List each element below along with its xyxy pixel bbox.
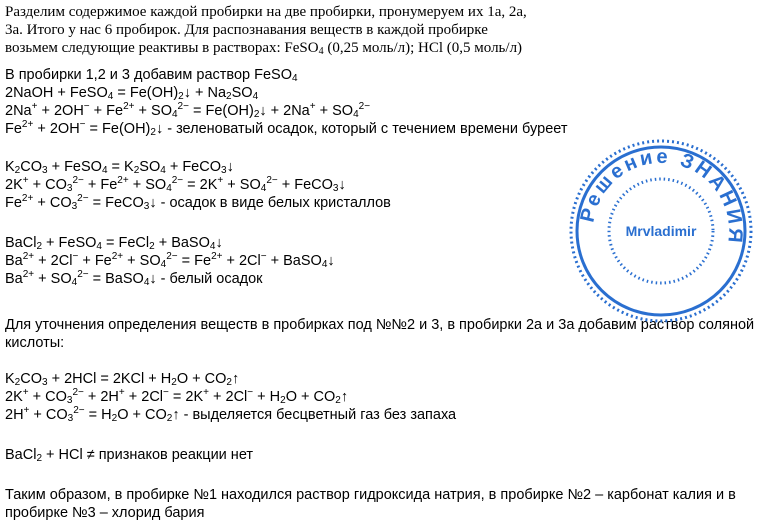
intro-line-1: Разделим содержимое каждой пробирки на две пробирки, пронумеруем их 1а, 2а, — [5, 4, 527, 20]
step3-equation-molecular: BaCl$_2$ + FeSO$_4$ = FeCl$_2$ + BaSO$_4$↓ — [5, 235, 223, 252]
clarify-line-2: кислоты: — [5, 335, 65, 351]
conclusion-line-1: Таким образом, в пробирке №1 находился раствор гидроксида натрия, в пробирке №2 – карбонат калия и в — [5, 487, 736, 503]
svg-text:Решение ЗНАНИЯ — [568, 138, 753, 287]
step1-equation-molecular: 2NaOH + FeSO$_4$ = $Fe(OH)_2↓ + Na_2SO_4$ — [5, 85, 259, 102]
step5-equation: BaCl$_2$ + HCl ≠ признаков реакции нет — [5, 447, 254, 464]
step4-equation-short-ionic: $2H^+ + CO_3^{2-} = H_2O$ + $CO_2↑$ - выделяется бесцветный газ без запаха — [5, 405, 457, 424]
step1-equation-short-ionic: $Fe^{2+} + 2OH^-$ = $Fe(OH)_2↓$ - зеленоватый осадок, который с течением времени буреет — [5, 119, 568, 138]
step1-heading: В пробирки 1,2 и 3 добавим раствор FeSO$_4$ — [5, 67, 298, 84]
step3-equation-short-ionic: $Ba^{2+} + SO_4^{2-}$ = BaSO$_4$↓ - белый осадок — [5, 269, 263, 288]
step3-equation-full-ionic: $Ba^{2+} + 2Cl^- + Fe^{2+} + SO_4^{2-} = Fe^{2+} + 2Cl^-$ + BaSO$_4$↓ — [5, 251, 335, 270]
step4-equation-full-ionic: $2K^+ + CO_3^{2-} + 2H^+ + 2Cl^- = 2K^+ + 2Cl^- + H_2O$ + $CO_2↑$ — [5, 387, 349, 406]
stamp-seal — [568, 138, 754, 324]
step1-equation-full-ionic: $2Na^+ + 2OH^- + Fe^{2+} + SO_4^{2-}$ = $Fe(OH)_2↓ + 2Na^+ + SO_4^{2-}$ — [5, 101, 371, 120]
step4-equation-molecular: $K_2CO_3 + 2HCl = 2KCl + H_2O$ + $CO_2↑$ — [5, 371, 240, 388]
intro-line-2: 3а. Итого у нас 6 пробирок. Для распознавания веществ в каждой пробирке — [5, 22, 488, 38]
intro-line-3: возьмем следующие реактивы в растворах: FeSO$_4$ (0,25 моль/л); HCl (0,5 моль/л) — [5, 40, 523, 57]
step2-equation-molecular: $K_2CO_3$ + FeSO$_4$ = $K_2SO_4$ + FeCO$_3$↓ — [5, 159, 234, 176]
step2-equation-short-ionic: $Fe^{2+} + CO_3^{2-}$ = FeCO$_3$↓ - осадок в виде белых кристаллов — [5, 193, 391, 212]
clarify-line-1: Для уточнения определения веществ в пробирках под №№2 и 3, в пробирки 2а и 3а добавим раствор соляной — [5, 317, 755, 333]
stamp-ring-text: Решение ЗНАНИЯ — [576, 145, 747, 247]
step2-equation-full-ionic: $2K^+ + CO_3^{2-} + Fe^{2+} + SO_4^{2-} = 2K^+ + SO_4^{2-}$ + FeCO$_3$↓ — [5, 175, 346, 194]
conclusion-line-2: пробирке №3 – хлорид бария — [5, 505, 205, 521]
stamp-center-text: Mrvladimir — [625, 223, 697, 239]
